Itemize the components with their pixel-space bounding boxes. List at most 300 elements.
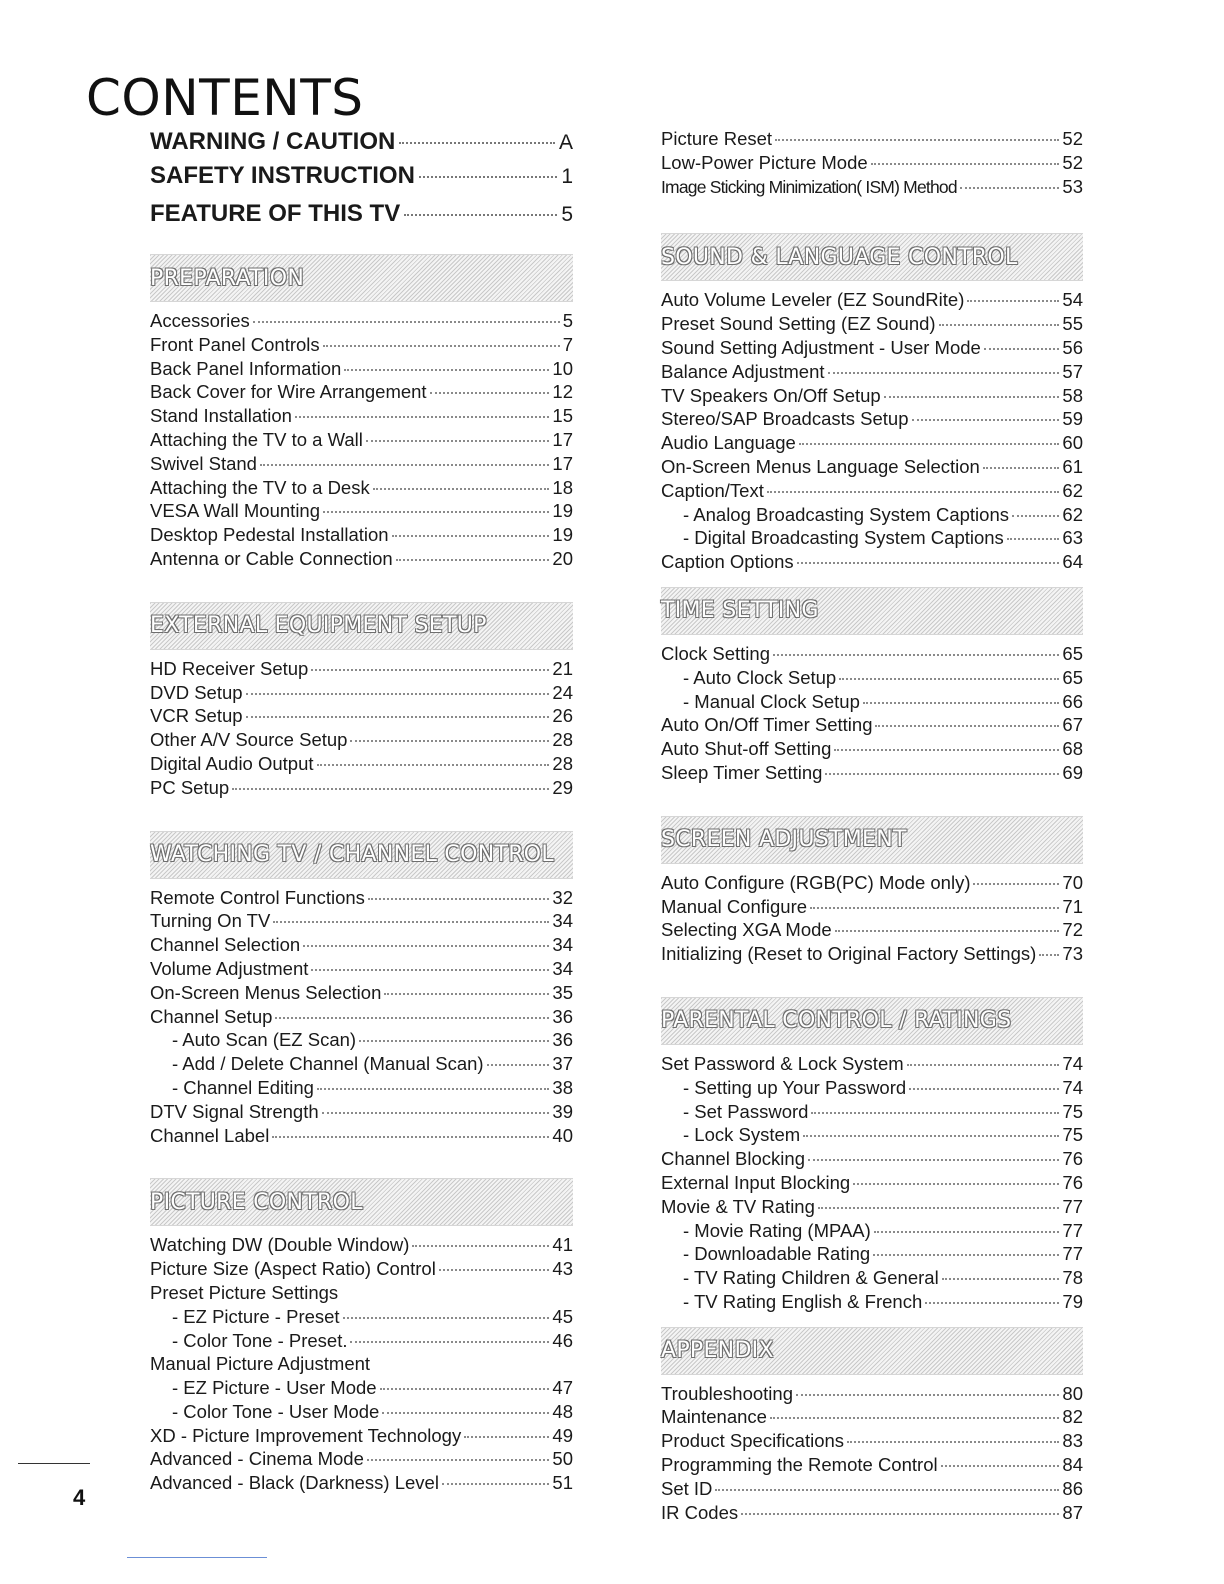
toc-entry-label: Preset Sound Setting (EZ Sound)	[661, 313, 936, 335]
toc-entry	[150, 658, 573, 682]
dot-leader	[960, 187, 1060, 189]
dot-leader	[871, 163, 1060, 165]
toc-entry	[661, 896, 1083, 920]
page-number-rule	[18, 1463, 90, 1464]
page-number: 4	[73, 1485, 86, 1510]
toc-entry-label: Movie & TV Rating	[661, 1195, 815, 1217]
dot-leader	[384, 993, 549, 995]
toc-entry	[661, 1267, 1083, 1291]
dot-leader	[367, 1459, 550, 1461]
toc-list-watching-tv	[150, 887, 573, 1149]
toc-entry	[150, 500, 573, 524]
toc-entry-label: Caption Options	[661, 551, 794, 573]
toc-entry	[661, 337, 1083, 361]
toc-entry-label: XD - Picture Improvement Technology	[150, 1424, 462, 1446]
dot-leader	[350, 1341, 549, 1343]
toc-entry-page: 24	[552, 681, 573, 703]
toc-entry	[661, 361, 1083, 385]
dot-leader	[884, 396, 1060, 398]
major-toc-entry	[150, 200, 573, 238]
dot-leader	[392, 535, 550, 537]
toc-entry	[661, 738, 1083, 762]
toc-entry	[150, 1448, 573, 1472]
toc-entry-label: Sound Setting Adjustment - User Mode	[661, 336, 981, 358]
toc-entry-page: 77	[1062, 1219, 1083, 1241]
toc-list-picture-control	[150, 1234, 573, 1496]
toc-entry-label: Volume Adjustment	[150, 957, 309, 979]
toc-entry-label: Front Panel Controls	[150, 333, 320, 355]
toc-entry-page: 28	[552, 729, 573, 751]
toc-entry-label: IR Codes	[661, 1501, 739, 1523]
toc-entry	[661, 313, 1083, 337]
major-sections	[150, 128, 573, 238]
toc-entry-page: 18	[552, 476, 573, 498]
toc-entry-page: 84	[1062, 1454, 1083, 1476]
toc-entry-label: Antenna or Cable Connection	[150, 547, 393, 569]
toc-entry-label: - Downloadable Rating	[683, 1243, 871, 1265]
toc-entry-page: 1	[561, 165, 573, 188]
toc-entry	[150, 1029, 573, 1053]
toc-entry	[661, 1172, 1083, 1196]
toc-entry	[150, 729, 573, 753]
toc-entry	[661, 504, 1083, 528]
toc-entry-label: Picture Reset	[661, 128, 773, 149]
section-header-time-setting: TIME SETTING	[661, 587, 1083, 635]
toc-entry-label: Channel Selection	[150, 934, 301, 956]
toc-entry	[150, 477, 573, 501]
toc-entry-label: On-Screen Menus Language Selection	[661, 455, 980, 477]
toc-entry-label: Maintenance	[661, 1406, 767, 1428]
toc-entry-label: Watching DW (Double Window)	[150, 1234, 410, 1256]
dot-leader	[253, 321, 560, 323]
toc-entry-page: 75	[1062, 1124, 1083, 1146]
toc-entry	[661, 1478, 1083, 1502]
toc-entry-label: Back Panel Information	[150, 357, 342, 379]
toc-entry-label: Audio Language	[661, 432, 796, 454]
toc-entry-page: 40	[552, 1124, 573, 1146]
toc-entry-page: 41	[552, 1234, 573, 1256]
toc-entry-label: VESA Wall Mounting	[150, 500, 321, 522]
toc-entry-label: Advanced - Black (Darkness) Level	[150, 1472, 439, 1494]
toc-entry-page: 59	[1062, 408, 1083, 430]
toc-entry	[150, 982, 573, 1006]
dot-leader	[909, 1088, 1059, 1090]
toc-entry	[661, 691, 1083, 715]
dot-leader	[380, 1388, 550, 1390]
toc-entry-page: 68	[1062, 738, 1083, 760]
dot-leader	[442, 1483, 549, 1485]
toc-list-preparation	[150, 310, 573, 572]
toc-entry-label: - Auto Scan (EZ Scan)	[172, 1029, 357, 1051]
toc-entry-label: - Color Tone - Preset.	[172, 1329, 348, 1351]
toc-entry-label: Low-Power Picture Mode	[661, 151, 868, 173]
toc-entry	[661, 872, 1083, 896]
dot-leader	[803, 1135, 1059, 1137]
dot-leader	[317, 1088, 550, 1090]
dot-leader	[796, 1394, 1059, 1396]
toc-entry-label: - Set Password	[683, 1100, 809, 1122]
toc-entry-page: 77	[1062, 1195, 1083, 1217]
dot-leader	[344, 369, 549, 371]
toc-entry	[150, 777, 573, 801]
toc-entry-label: - Manual Clock Setup	[683, 690, 860, 712]
toc-entry	[661, 1291, 1083, 1315]
toc-entry-label: Channel Setup	[150, 1005, 273, 1027]
toc-entry-label: - TV Rating Children & General	[683, 1267, 939, 1289]
toc-entry-label: Manual Configure	[661, 895, 808, 917]
dot-leader	[382, 1412, 549, 1414]
toc-entry-page: 29	[552, 776, 573, 798]
toc-entry-label: - Setting up Your Password	[683, 1076, 907, 1098]
toc-entry-label: Image Sticking Minimization( ISM) Method	[661, 176, 957, 197]
toc-entry-label: - EZ Picture - User Mode	[172, 1377, 377, 1399]
dot-leader	[775, 139, 1059, 141]
toc-entry	[150, 1353, 573, 1377]
toc-list-time-setting	[661, 643, 1083, 786]
dot-leader	[350, 740, 549, 742]
toc-entry-label: Channel Label	[150, 1124, 270, 1146]
toc-entry-page: 78	[1062, 1267, 1083, 1289]
toc-entry-label: - Digital Broadcasting System Captions	[683, 527, 1004, 549]
toc-entry-page: 79	[1062, 1290, 1083, 1312]
section-header-watching-tv: WATCHING TV / CHANNEL CONTROL	[150, 831, 573, 879]
toc-entry-page: 75	[1062, 1100, 1083, 1122]
toc-entry-label: Auto Shut-off Setting	[661, 738, 832, 760]
dot-leader	[439, 1269, 550, 1271]
toc-entry	[661, 385, 1083, 409]
dot-leader	[828, 372, 1060, 374]
toc-entry-label: Auto Volume Leveler (EZ SoundRite)	[661, 289, 965, 311]
toc-entry	[661, 1124, 1083, 1148]
toc-entry-page: 86	[1062, 1477, 1083, 1499]
toc-entry	[150, 548, 573, 572]
toc-entry-page: 34	[552, 910, 573, 932]
dot-leader	[368, 898, 550, 900]
toc-entry	[150, 1377, 573, 1401]
toc-entry-label: Back Cover for Wire Arrangement	[150, 381, 427, 403]
dot-leader	[941, 1465, 1060, 1467]
dot-leader	[835, 930, 1060, 932]
toc-entry-page: 36	[552, 1029, 573, 1051]
toc-entry-label: Preset Picture Settings	[150, 1281, 339, 1303]
toc-entry-page: 15	[552, 405, 573, 427]
toc-entry	[661, 1220, 1083, 1244]
toc-entry-label: Caption/Text	[661, 479, 764, 501]
toc-entry-label: SAFETY INSTRUCTION	[150, 162, 415, 189]
dot-leader	[419, 176, 557, 178]
major-toc-entry	[150, 128, 573, 162]
toc-entry-label: Stand Installation	[150, 405, 292, 427]
toc-entry	[150, 1077, 573, 1101]
toc-entry-page: 35	[552, 981, 573, 1003]
toc-entry-page: 38	[552, 1076, 573, 1098]
toc-entry	[150, 334, 573, 358]
toc-entry-page: 10	[552, 357, 573, 379]
toc-entry	[661, 1406, 1083, 1430]
dot-leader	[767, 491, 1060, 493]
toc-entry	[150, 1425, 573, 1449]
toc-entry-label: Remote Control Functions	[150, 886, 365, 908]
toc-entry-label: Stereo/SAP Broadcasts Setup	[661, 408, 909, 430]
toc-entry-page: 46	[552, 1329, 573, 1351]
toc-entry-page: 83	[1062, 1430, 1083, 1452]
toc-entry-page: 71	[1062, 895, 1083, 917]
toc-entry	[661, 1101, 1083, 1125]
toc-entry	[150, 310, 573, 334]
dot-leader	[323, 511, 549, 513]
dot-leader	[311, 669, 549, 671]
dot-leader	[275, 1017, 549, 1019]
toc-entry-label: Channel Blocking	[661, 1148, 805, 1170]
toc-entry-label: Initializing (Reset to Original Factory Settings)	[661, 943, 1037, 965]
section-header-external-equipment: EXTERNAL EQUIPMENT SETUP	[150, 602, 573, 650]
toc-entry-page: 47	[552, 1377, 573, 1399]
toc-entry	[661, 480, 1083, 504]
dot-leader	[295, 416, 549, 418]
toc-entry	[661, 762, 1083, 786]
dot-leader	[303, 945, 549, 947]
toc-entry	[661, 1243, 1083, 1267]
major-toc-entry	[150, 162, 573, 200]
toc-entry	[150, 1472, 573, 1496]
toc-entry-label: - TV Rating English & French	[683, 1290, 923, 1312]
toc-entry-page: 21	[552, 657, 573, 679]
toc-entry-page: 77	[1062, 1243, 1083, 1265]
dot-leader	[847, 1441, 1059, 1443]
toc-entry	[661, 919, 1083, 943]
toc-entry	[661, 943, 1083, 967]
toc-entry-page: 87	[1062, 1501, 1083, 1523]
dot-leader	[873, 1254, 1059, 1256]
section-header-picture-control: PICTURE CONTROL	[150, 1178, 573, 1226]
toc-entry-page: 72	[1062, 919, 1083, 941]
dot-leader	[232, 788, 549, 790]
toc-entry-page: 62	[1062, 503, 1083, 525]
toc-entry-page: 54	[1062, 289, 1083, 311]
toc-entry	[150, 1006, 573, 1030]
dot-leader	[825, 773, 1059, 775]
toc-entry-page: 17	[552, 428, 573, 450]
toc-entry	[661, 152, 1083, 176]
toc-entry-label: DTV Signal Strength	[150, 1100, 319, 1122]
toc-entry	[150, 1330, 573, 1354]
toc-entry-label: Advanced - Cinema Mode	[150, 1448, 364, 1470]
toc-entry	[661, 714, 1083, 738]
dot-leader	[246, 716, 550, 718]
toc-entry	[150, 753, 573, 777]
dot-leader	[246, 693, 550, 695]
toc-entry-page: 34	[552, 957, 573, 979]
toc-entry	[150, 958, 573, 982]
toc-entry-label: - Movie Rating (MPAA)	[683, 1219, 871, 1241]
dot-leader	[399, 142, 555, 144]
toc-entry-page: 65	[1062, 666, 1083, 688]
dot-leader	[925, 1302, 1059, 1304]
dot-leader	[818, 1207, 1060, 1209]
dot-leader	[430, 392, 550, 394]
toc-entry-label: Sleep Timer Setting	[661, 761, 823, 783]
dot-leader	[810, 907, 1059, 909]
toc-entry	[661, 1196, 1083, 1220]
dot-leader	[272, 1136, 549, 1138]
toc-entry	[661, 128, 1083, 152]
toc-entry	[661, 643, 1083, 667]
dot-leader	[1012, 515, 1059, 517]
toc-entry	[150, 405, 573, 429]
toc-list-external-equipment	[150, 658, 573, 801]
toc-entry	[661, 1430, 1083, 1454]
toc-entry-label: - Lock System	[683, 1124, 801, 1146]
dot-leader	[311, 969, 549, 971]
toc-entry-label: PC Setup	[150, 776, 230, 798]
toc-entry-label: External Input Blocking	[661, 1171, 851, 1193]
dot-leader	[984, 348, 1060, 350]
toc-entry-label: Digital Audio Output	[150, 752, 314, 774]
toc-entry-label: - Auto Clock Setup	[683, 666, 837, 688]
dot-leader	[464, 1436, 549, 1438]
toc-entry-label: Attaching the TV to a Wall	[150, 428, 363, 450]
dot-leader	[396, 559, 550, 561]
toc-entry-label: Balance Adjustment	[661, 360, 825, 382]
dot-leader	[874, 1231, 1060, 1233]
dot-leader	[853, 1183, 1059, 1185]
dot-leader	[973, 883, 1059, 885]
toc-entry-label: Accessories	[150, 310, 250, 331]
dot-leader	[773, 654, 1059, 656]
toc-entry-page: 64	[1062, 551, 1083, 573]
dot-leader	[811, 1112, 1059, 1114]
toc-entry-label: - Color Tone - User Mode	[172, 1400, 380, 1422]
toc-entry-label: Desktop Pedestal Installation	[150, 524, 389, 546]
page-title: CONTENTS	[86, 69, 364, 127]
toc-entry-label: TV Speakers On/Off Setup	[661, 384, 881, 406]
dot-leader	[273, 921, 549, 923]
toc-entry	[661, 1454, 1083, 1478]
toc-entry-page: 55	[1062, 313, 1083, 335]
toc-entry-page: A	[558, 131, 573, 154]
toc-entry-page: 12	[552, 381, 573, 403]
toc-entry-page: 65	[1062, 642, 1083, 664]
dot-leader	[1039, 954, 1059, 956]
toc-entry-page: 34	[552, 934, 573, 956]
toc-entry	[150, 429, 573, 453]
toc-entry-page: 19	[552, 500, 573, 522]
toc-entry	[661, 1077, 1083, 1101]
dot-leader	[939, 324, 1060, 326]
toc-list-picture-control-cont	[661, 128, 1083, 199]
toc-entry	[661, 432, 1083, 456]
toc-entry-label: Selecting XGA Mode	[661, 919, 832, 941]
dot-leader	[907, 1064, 1060, 1066]
toc-entry-page: 32	[552, 886, 573, 908]
toc-entry-page: 70	[1062, 871, 1083, 893]
toc-entry	[661, 1383, 1083, 1407]
dot-leader	[797, 562, 1060, 564]
toc-entry-label: WARNING / CAUTION	[150, 128, 396, 155]
toc-entry-page: 53	[1062, 175, 1083, 197]
right-column	[661, 128, 1083, 1525]
toc-entry-label: - Add / Delete Channel (Manual Scan)	[172, 1053, 484, 1075]
toc-entry-label: - Channel Editing	[172, 1076, 314, 1098]
toc-list-screen-adjustment	[661, 872, 1083, 967]
footer-line	[127, 1557, 267, 1558]
section-header-sound-language: SOUND & LANGUAGE CONTROL	[661, 233, 1083, 281]
toc-entry-label: Picture Size (Aspect Ratio) Control	[150, 1258, 436, 1280]
toc-entry-page: 36	[552, 1005, 573, 1027]
toc-entry-page: 52	[1062, 151, 1083, 173]
toc-entry	[150, 910, 573, 934]
dot-leader	[412, 1245, 549, 1247]
toc-entry-page: 50	[552, 1448, 573, 1470]
toc-entry-page: 80	[1062, 1382, 1083, 1404]
toc-entry-page: 19	[552, 524, 573, 546]
toc-entry-page: 63	[1062, 527, 1083, 549]
toc-entry	[150, 524, 573, 548]
toc-entry-page: 76	[1062, 1171, 1083, 1193]
dot-leader	[839, 678, 1059, 680]
dot-leader	[875, 725, 1059, 727]
dot-leader	[863, 702, 1060, 704]
toc-entry-page: 60	[1062, 432, 1083, 454]
toc-entry-page: 74	[1062, 1076, 1083, 1098]
dot-leader	[487, 1064, 550, 1066]
toc-entry	[150, 887, 573, 911]
toc-entry-label: HD Receiver Setup	[150, 657, 309, 679]
toc-entry	[661, 1148, 1083, 1172]
dot-leader	[322, 1112, 550, 1114]
toc-entry-page: 26	[552, 705, 573, 727]
section-header-screen-adjustment: SCREEN ADJUSTMENT	[661, 816, 1083, 864]
dot-leader	[260, 464, 549, 466]
toc-entry-page: 73	[1062, 943, 1083, 965]
dot-leader	[366, 440, 550, 442]
toc-entry-page: 5	[561, 203, 573, 226]
toc-entry-label: VCR Setup	[150, 705, 243, 727]
dot-leader	[359, 1040, 549, 1042]
dot-leader	[912, 419, 1060, 421]
toc-entry-page: 7	[562, 333, 573, 355]
toc-entry-page: 76	[1062, 1148, 1083, 1170]
toc-entry-page: 39	[552, 1100, 573, 1122]
toc-entry-page: 74	[1062, 1052, 1083, 1074]
toc-entry	[150, 358, 573, 382]
toc-entry-page: 17	[552, 452, 573, 474]
toc-entry	[150, 934, 573, 958]
left-column	[150, 128, 573, 1496]
toc-entry-label: Programming the Remote Control	[661, 1454, 938, 1476]
toc-entry	[150, 453, 573, 477]
section-header-preparation: PREPARATION	[150, 254, 573, 302]
toc-entry-label: Clock Setting	[661, 642, 770, 664]
toc-entry	[661, 1053, 1083, 1077]
toc-entry	[661, 1502, 1083, 1526]
toc-entry-page: 61	[1062, 455, 1083, 477]
toc-entry	[661, 456, 1083, 480]
toc-entry-label: On-Screen Menus Selection	[150, 981, 382, 1003]
toc-entry	[661, 176, 1083, 200]
toc-entry-label: Product Specifications	[661, 1430, 845, 1452]
toc-entry-label: Manual Picture Adjustment	[150, 1353, 371, 1375]
dot-leader	[1007, 538, 1060, 540]
dot-leader	[373, 488, 550, 490]
toc-entry-page: 51	[552, 1472, 573, 1494]
dot-leader	[983, 467, 1060, 469]
toc-entry-page: 67	[1062, 714, 1083, 736]
dot-leader	[967, 300, 1059, 302]
toc-entry-label: - Analog Broadcasting System Captions	[683, 503, 1009, 525]
dot-leader	[715, 1489, 1059, 1491]
toc-entry	[661, 527, 1083, 551]
